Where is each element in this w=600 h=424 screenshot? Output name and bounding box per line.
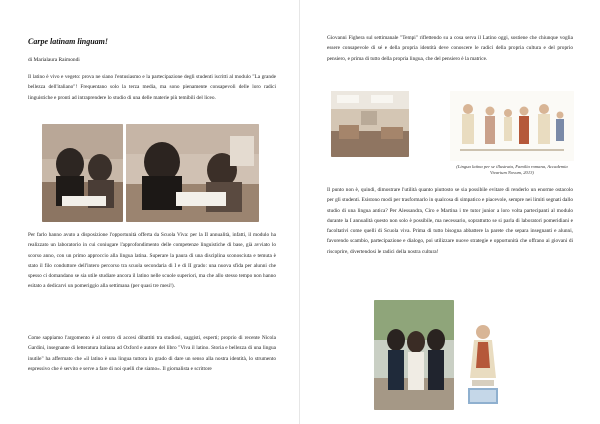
classroom-photo (331, 91, 409, 157)
right-paragraph-2: Il punto non è, quindi, dimostrare l'utilità quanto piuttosto se sia possibile evitare di renderlo un enorme ostacolo per gli studenti. Esistono modi per trasformarlo in qualcosa di simpatico e piacevole, sempre nei limiti segnati dallo studio di una lingua antica? Per Alessandra, Ciro e Martina i tre tutor junior a loro volta partecipanti al modulo durante la I annualità questo non solo è possibile, ma necessario, soprattutto se si parla di laboratori pomeridiani e facoltativi come quelli di Scuola viva. Prima di tutto bisogna abbattere la parete che separa insegnanti e alunni, favorendo scambio, partecipazione e dialogo, poi utilizzare nuove strategie e opportunità che offrano ai giovani di riscoprire, divertendosi le radici della nostra cultura! (327, 187, 573, 255)
illustration-caption: (Lingua latina per se illustrata, Familia romana, Accademia Vivarium Novum, 2013) (456, 164, 568, 175)
roman-family-illustration (450, 91, 574, 161)
students-writing-photo (126, 124, 259, 222)
article-title: Carpe latinam linguam! (28, 37, 109, 46)
right-page (300, 0, 600, 424)
roman-figure-illustration (458, 318, 508, 410)
students-at-desk-photo (42, 124, 123, 222)
tutors-photo (374, 300, 454, 410)
article-byline: di Marialaura Raimondi (28, 57, 80, 63)
left-paragraph-1: Il latino è vivo e vegeto: prova ne siano l'entusiasmo e la partecipazione degli studenti iscritti al modulo "La grande bellezza dell'italiano"! Frequentano solo la terza media, ma sono pienamente consapevoli delle loro radici linguistiche e pronti ad intraprendere lo studio di una delle materie più temibili del liceo. (28, 74, 276, 101)
left-paragraph-2: Per farlo hanno avuto a disposizione l'opportunità offerta da Scuola Viva: per la II annualità, infatti, il modulo ha realizzato un laboratorio in cui coniugare l'approfondimento delle competenze linguistiche di base, già avviato lo scorso anno, con un primo approccio alla lingua latina. Superare la paura di una disciplina sconosciuta e temuta è stato il filo conduttore dell'intero percorso tra scuola secondaria di I e di II grado: una nuova sfida per alunni che spesso ci domandano se sia utile studiare ancora il latino nelle scuole superiori, ma che allo stesso tempo non hanno esitato a dedicarvi un pomeriggio alla settimana (per quasi tre mesi!). (28, 232, 276, 290)
right-paragraph-1: Giovanni Fighera sul settimanale "Tempi" riflettendo su a cosa serva il Latino oggi, sostiene che chiunque voglia essere consapevole di sé e della propria identità deve conoscere le radici della propria cultura e del proprio pensiero, e prima di tutto della propria lingua, che del pensiero è la matrice. (327, 35, 573, 62)
left-paragraph-3: Come sappiamo l'argomento è al centro di accesi dibattiti tra studiosi, saggisti, esperti; proprio di recente Nicola Gardini, insegnante di letteratura italiana ad Oxford e autore del libro "Viva il latino. Storia e bellezza di una lingua inutile" ha affermato che «il latino è una lingua tuttora in grado di dare un senso alla nostra identità, lo strumento espressivo che è servito e serve a fare di noi quelli che siamo». Il giornalista e scrittore (28, 335, 276, 372)
